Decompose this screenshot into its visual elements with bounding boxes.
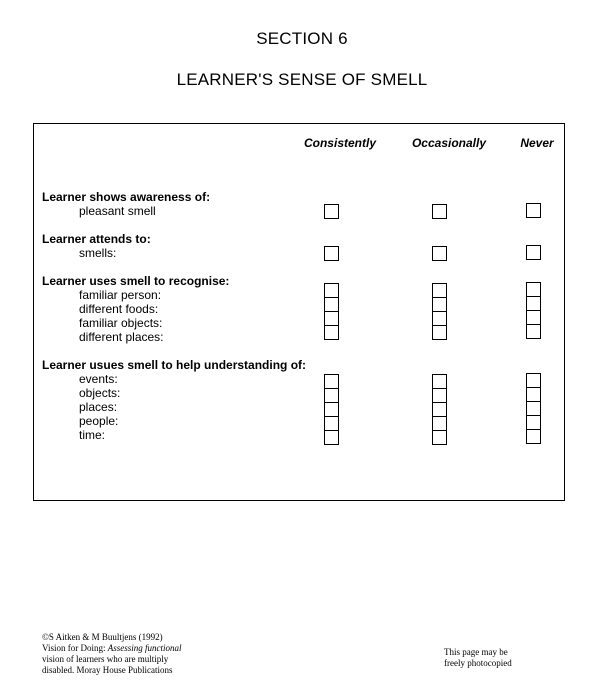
checkbox-different-foods-consistently[interactable] [324,297,339,312]
checkbox-objects-consistently[interactable] [324,388,339,403]
photocopy-line-2: freely photocopied [444,658,512,668]
group-heading-awareness: Learner shows awareness of: [42,190,211,204]
checkbox-events-occasionally[interactable] [432,374,447,389]
checkbox-people-consistently[interactable] [324,416,339,431]
copyright-line-2-italic: Assessing functional [107,643,182,653]
checkbox-time-occasionally[interactable] [432,430,447,445]
copyright-notice [42,632,212,676]
item-time: time: [79,428,106,442]
checkbox-stack-understanding-never [526,373,541,444]
group-heading-attends: Learner attends to: [42,232,151,246]
checkbox-familiar-person-consistently[interactable] [324,283,339,298]
checkbox-different-foods-occasionally[interactable] [432,297,447,312]
item-different-places: different places: [79,330,164,344]
checkbox-familiar-objects-occasionally[interactable] [432,311,447,326]
checkbox-places-occasionally[interactable] [432,402,447,417]
item-places: places: [79,400,118,414]
checkbox-smells-never[interactable] [526,245,541,260]
checkbox-different-places-never[interactable] [526,324,541,339]
checkbox-familiar-person-occasionally[interactable] [432,283,447,298]
item-pleasant-smell: pleasant smell [79,204,156,218]
group-heading-understanding: Learner usues smell to help understanding of: [42,358,307,372]
item-familiar-person: familiar person: [79,288,162,302]
photocopy-notice [444,647,554,669]
checkbox-different-foods-never[interactable] [526,296,541,311]
checkbox-stack-understanding-occasionally [432,374,447,445]
item-smells: smells: [79,246,117,260]
checkbox-pleasant-smell-consistently[interactable] [324,204,339,219]
item-different-foods: different foods: [79,302,159,316]
item-events: events: [79,372,118,386]
copyright-line-2 [42,643,212,654]
checkbox-stack-recognise-never [526,282,541,339]
checkbox-pleasant-smell-occasionally[interactable] [432,204,447,219]
item-people: people: [79,414,119,428]
checkbox-events-consistently[interactable] [324,374,339,389]
checkbox-familiar-objects-never[interactable] [526,310,541,325]
copyright-line-4: disabled. Moray House Publications [42,665,173,675]
checkbox-stack-recognise-occasionally [432,283,447,340]
checkbox-events-never[interactable] [526,373,541,388]
checkbox-stack-understanding-consistently [324,374,339,445]
checkbox-smells-occasionally[interactable] [432,246,447,261]
checkbox-time-consistently[interactable] [324,430,339,445]
column-header-never: Never [520,136,554,150]
checkbox-people-never[interactable] [526,415,541,430]
group-heading-recognise: Learner uses smell to recognise: [42,274,230,288]
item-familiar-objects: familiar objects: [79,316,163,330]
photocopy-line-1: This page may be [444,647,508,657]
copyright-line-2-prefix: Vision for Doing: [42,643,108,653]
checkbox-familiar-objects-consistently[interactable] [324,311,339,326]
column-header-occasionally: Occasionally [411,136,487,150]
checkbox-different-places-occasionally[interactable] [432,325,447,340]
checkbox-smells-consistently[interactable] [324,246,339,261]
checkbox-time-never[interactable] [526,429,541,444]
column-header-consistently: Consistently [303,136,376,150]
checkbox-objects-never[interactable] [526,387,541,402]
item-objects: objects: [79,386,121,400]
checkbox-familiar-person-never[interactable] [526,282,541,297]
page-title: LEARNER'S SENSE OF SMELL [176,70,428,89]
copyright-line-3: vision of learners who are multiply [42,654,169,664]
checkbox-pleasant-smell-never[interactable] [526,203,541,218]
checkbox-people-occasionally[interactable] [432,416,447,431]
checkbox-places-consistently[interactable] [324,402,339,417]
copyright-line-1: ©S Aitken & M Buultjens (1992) [42,632,163,642]
section-number: SECTION 6 [256,29,348,48]
checkbox-places-never[interactable] [526,401,541,416]
checkbox-objects-occasionally[interactable] [432,388,447,403]
checkbox-different-places-consistently[interactable] [324,325,339,340]
checkbox-stack-recognise-consistently [324,283,339,340]
